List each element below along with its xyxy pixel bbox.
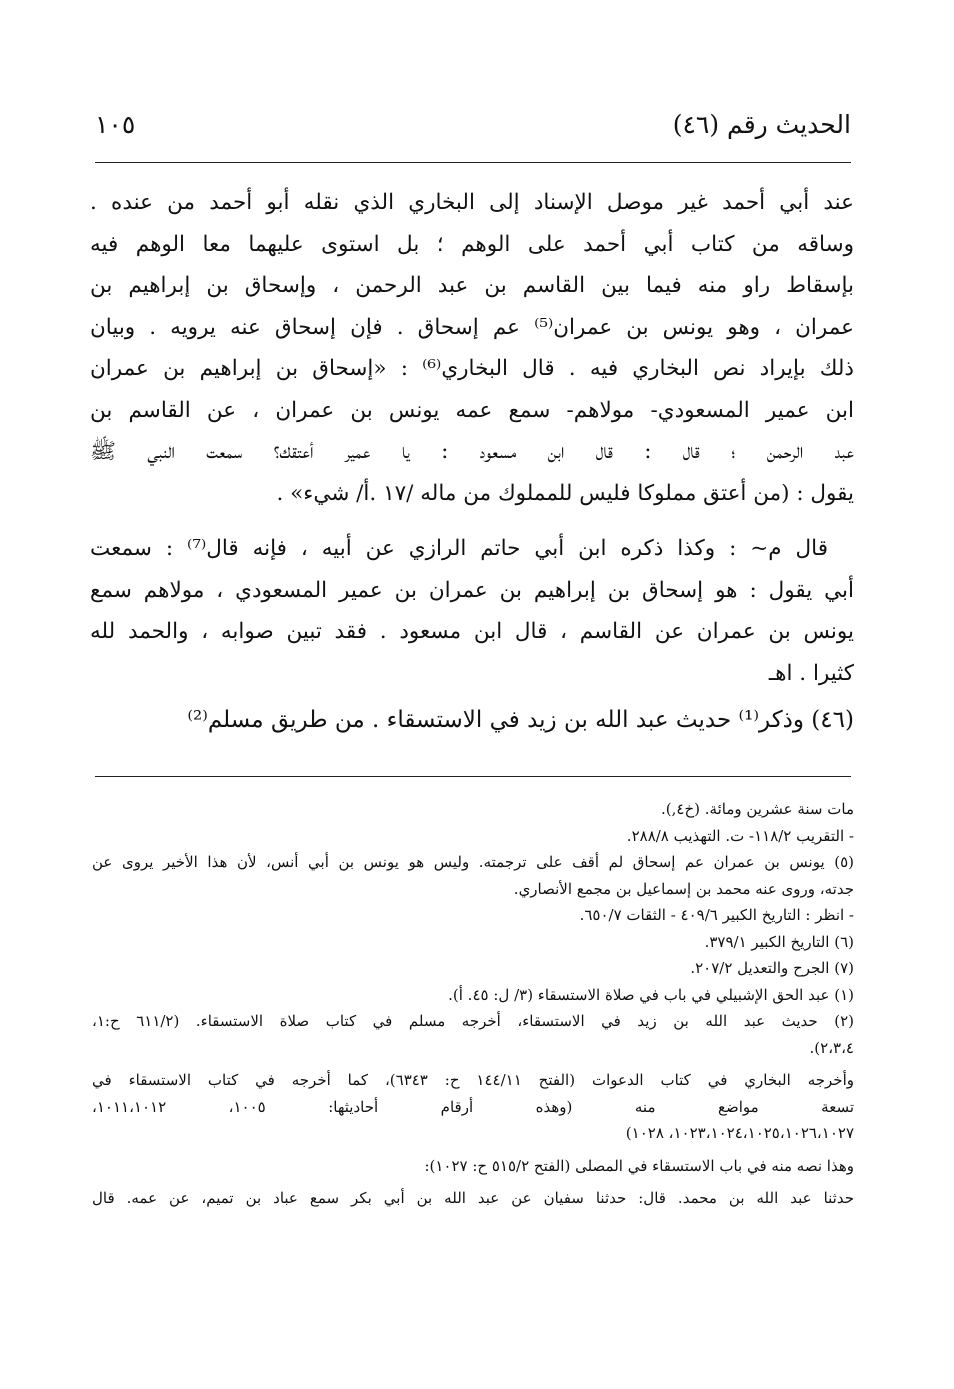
paragraph-gap <box>90 514 854 528</box>
paragraph-2 <box>90 528 854 694</box>
footnote-line: جدته، وروى عنه محمد بن إسماعيل بن مجمع الأنصاري. <box>513 879 854 898</box>
header-rule <box>95 162 851 163</box>
text-line: يقول : (من أعتق مملوكا فليس للمملوك من ماله /١٧ .أ/ شيء» . <box>276 480 854 506</box>
main-text <box>90 182 854 742</box>
hadith-heading: (٤٦) وذكر⁽¹⁾ حديث عبد الله بن زيد في الاستسقاء . من طريق مسلم⁽²⁾ <box>187 707 854 733</box>
text-line: قال م~ : وكذا ذكره ابن أبي حاتم الرازي عن أبيه ، فإنه قال⁽⁷⁾ : سمعت <box>90 536 828 561</box>
text-line: وساقه من كتاب أبي أحمد على الوهم ؛ بل استوى عليهما معا الوهم فيه <box>90 231 854 257</box>
footnote-line: وهذا نصه منه في باب الاستسقاء في المصلى (الفتح ٥١٥/٢ ح: ١٠٢٧): <box>424 1156 854 1175</box>
footnote-line: (٢) حديث عبد الله بن زيد في الاستسقاء، أخرجه مسلم في كتاب صلاة الاستسقاء. (٦١١/٢ ح:١، <box>92 1012 854 1030</box>
text-line: عبد الرحمن ؛ قال : قال ابن مسعود : يا عمير أعتقك؟ سمعت النبي ﷺ <box>90 439 854 464</box>
footnote-line: (١) عبد الحق الإشبيلي في باب في صلاة الاستسقاء (٣/ ل: ٤٥. أ). <box>448 985 854 1004</box>
footnotes <box>92 796 854 1212</box>
text-line: بإسقاط راو منه فيما بين القاسم بن عبد الرحمن ، وإسحاق بن إبراهيم بن <box>90 273 854 298</box>
footnote-line: حدثنا عبد الله بن محمد. قال: حدثنا سفيان عن عبد الله بن أبي بكر سمع عباد بن تميم، عن عمه. قال <box>92 1189 854 1207</box>
footnote-line: (٧) الجرح والتعديل ٢٠٧/٢. <box>690 959 854 977</box>
footnote-line: - التقريب ١١٨/٢- ت. التهذيب ٢٨٨/٨. <box>626 826 854 845</box>
text-line: يونس بن عمران عن القاسم ، قال ابن مسعود . فقد تبين صوابه ، والحمد لله <box>90 619 854 644</box>
footnote-line: تسعة مواضع منه (وهذه أرقام أحاديثها: ١٠٠٥، ١٠١١،١٠١٢، <box>92 1097 854 1116</box>
footnote-line: (٥) يونس بن عمران عم إسحاق لم أقف على ترجمته. وليس هو يونس بن أبي أنس، لأن هذا الأخير يروى عن <box>92 853 854 871</box>
text-line: كثيرا . اهـ <box>768 660 854 686</box>
text-line: أبي يقول : هو إسحاق بن إبراهيم بن عمران بن عمير المسعودي ، مولاهم سمع <box>90 577 854 603</box>
text-line: عند أبي أحمد غير موصل الإسناد إلى البخاري الذي نقله أبو أحمد من عنده . <box>90 190 854 215</box>
text-line: ذلك بإيراد نص البخاري فيه . قال البخاري⁽⁶⁾ : «إسحاق بن إبراهيم بن عمران <box>90 356 854 381</box>
footnote-line: (٦) التاريخ الكبير ٣٧٩/١. <box>704 932 854 951</box>
text-line: عمران ، وهو يونس بن عمران⁽⁵⁾ عم إسحاق . فإن إسحاق عنه يرويه . وبيان <box>90 314 854 340</box>
running-title: الحديث رقم (٤٦) <box>672 110 851 139</box>
footnote-line: مات سنة عشرين ومائة. (خ٤,). <box>661 800 854 818</box>
footnote-separator <box>95 776 851 777</box>
footnote-line: ١٠٢٣،١٠٢٤،١٠٢٥،١٠٢٦،١٠٢٧، ١٠٢٨) <box>625 1124 854 1142</box>
text-line: ابن عمير المسعودي- مولاهم- سمع عمه يونس بن عمران ، عن القاسم بن <box>90 397 854 423</box>
page-header <box>95 100 851 160</box>
footnote-line: وأخرجه البخاري في كتاب الدعوات (الفتح ١٤٤/١١ ح: ٦٣٤٣)، كما أخرجه في كتاب الاستسقاء في <box>92 1071 854 1089</box>
page-number: ١٠٥ <box>95 110 136 139</box>
footnote-line: ٢،٣،٤). <box>809 1038 854 1057</box>
paragraph-1 <box>90 182 854 514</box>
footnote-line: - انظر : التاريخ الكبير ٤٠٩/٦ - الثقات ٦٥٠/٧. <box>579 906 854 924</box>
